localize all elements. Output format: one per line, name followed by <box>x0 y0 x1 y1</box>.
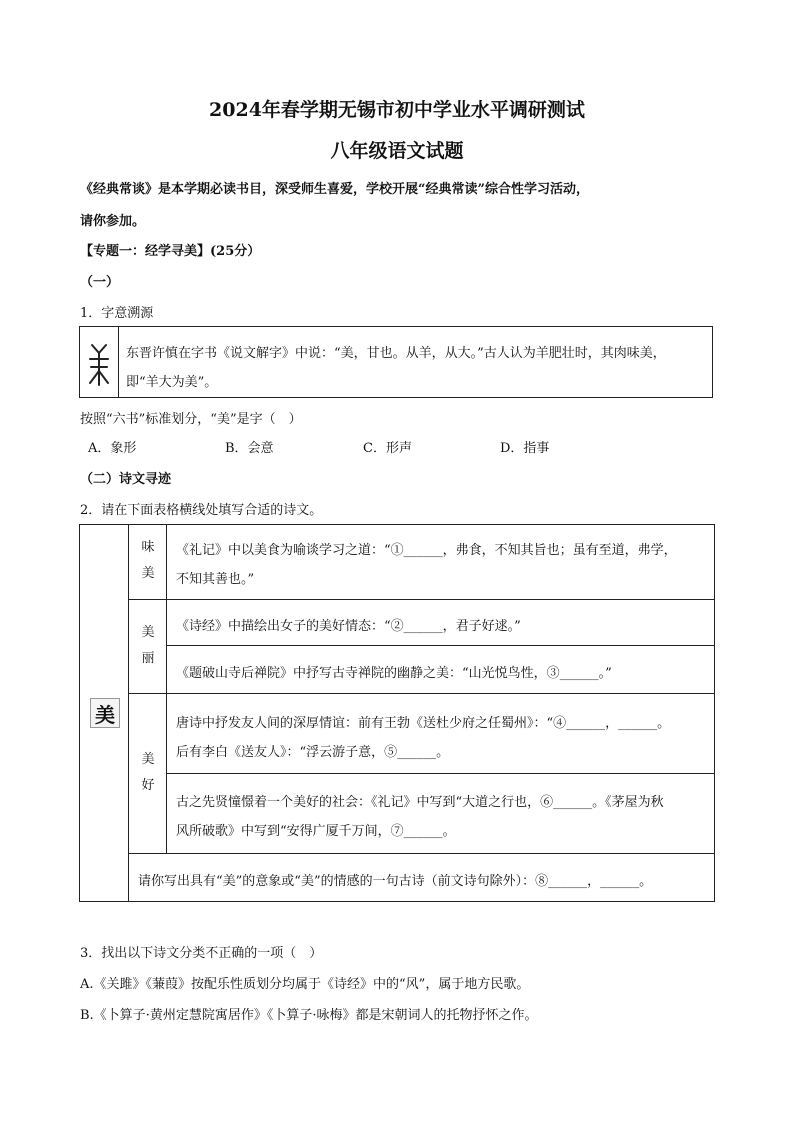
row-6: 请你写出具有“美”的意象或“美”的情感的一句古诗（前文诗句除外）：⑧______，______。 <box>138 874 653 889</box>
question-2-title: 2．请在下面表格横线处填写合适的诗文。 <box>80 503 323 518</box>
question-3-title: 3．找出以下诗文分类不正确的一项（ ） <box>80 946 323 961</box>
row-4-line-1: 唐诗中抒发友人间的深厚情谊：前有王勃《送杜少府之任蜀州》：“④______，______。 <box>176 716 671 731</box>
category-wei-mei: 味 美 <box>141 540 155 581</box>
part-one-heading: （一） <box>80 275 120 290</box>
option-d[interactable]: D．指事 <box>500 441 550 456</box>
exam-title: 2024年春学期无锡市初中学业水平调研测试 <box>209 99 585 121</box>
intro-line-1: 《经典常谈》是本学期必读书目，深受师生喜爱，学校开展“经典常读”综合性学习活动， <box>80 182 589 197</box>
question-1-stem: 按照“六书”标准划分，“美”是字（ ） <box>80 412 302 427</box>
row-5-line-1: 古之先贤憧憬着一个美好的社会：《礼记》中写到“大道之行也，⑥______。《茅屋为秋 <box>176 795 664 810</box>
question-3-option-b[interactable]: B.《卜算子·黄州定慧院寓居作》《卜算子·咏梅》都是宋朝词人的托物抒怀之作。 <box>80 1008 538 1023</box>
question-1-title: 1．字意溯源 <box>80 306 154 321</box>
etymology-text-1: 东晋许慎在字书《说文解字》中说：“美，甘也。从羊，从大。”古人认为羊肥壮时，其肉味美， <box>126 346 666 361</box>
row-1-line-1: 《礼记》中以美食为喻谈学习之道：“①______，弗食，不知其旨也；虽有至道，弗学， <box>176 543 677 558</box>
option-b[interactable]: B．会意 <box>225 441 274 456</box>
mei-seal-icon: 美 <box>90 698 120 728</box>
ancient-mei-character-icon <box>80 327 118 397</box>
poetry-fill-table <box>79 524 715 902</box>
section-heading: 【专题一：经学寻美】(25分） <box>80 244 261 259</box>
category-mei-li: 美 丽 <box>141 625 155 666</box>
etymology-box <box>79 326 713 398</box>
option-c[interactable]: C．形声 <box>363 441 412 456</box>
row-4-line-2: 后有李白《送友人》：“浮云游子意，⑤______。 <box>176 745 450 760</box>
row-3: 《题破山寺后禅院》中抒写古寺禅院的幽静之美：“山光悦鸟性，③______。” <box>176 666 612 681</box>
question-3-option-a[interactable]: A.《关雎》《蒹葭》按配乐性质划分均属于《诗经》中的“风”，属于地方民歌。 <box>80 977 530 992</box>
category-mei-hao: 美 好 <box>141 752 155 793</box>
row-1-line-2: 不知其善也。” <box>176 572 255 587</box>
intro-line-2: 请你参加。 <box>80 214 146 229</box>
row-5-line-2: 风所破歌》中写到“安得广厦千万间，⑦______。 <box>176 824 456 839</box>
option-a[interactable]: A．象形 <box>88 441 137 456</box>
etymology-text-2: 即“羊大为美”。 <box>126 375 218 390</box>
part-two-heading: （二）诗文寻迹 <box>80 472 172 487</box>
row-2: 《诗经》中描绘出女子的美好情态：“②______，君子好逑。” <box>176 619 521 634</box>
ancient-character-cell <box>80 327 119 397</box>
exam-subtitle: 八年级语文试题 <box>330 140 464 162</box>
